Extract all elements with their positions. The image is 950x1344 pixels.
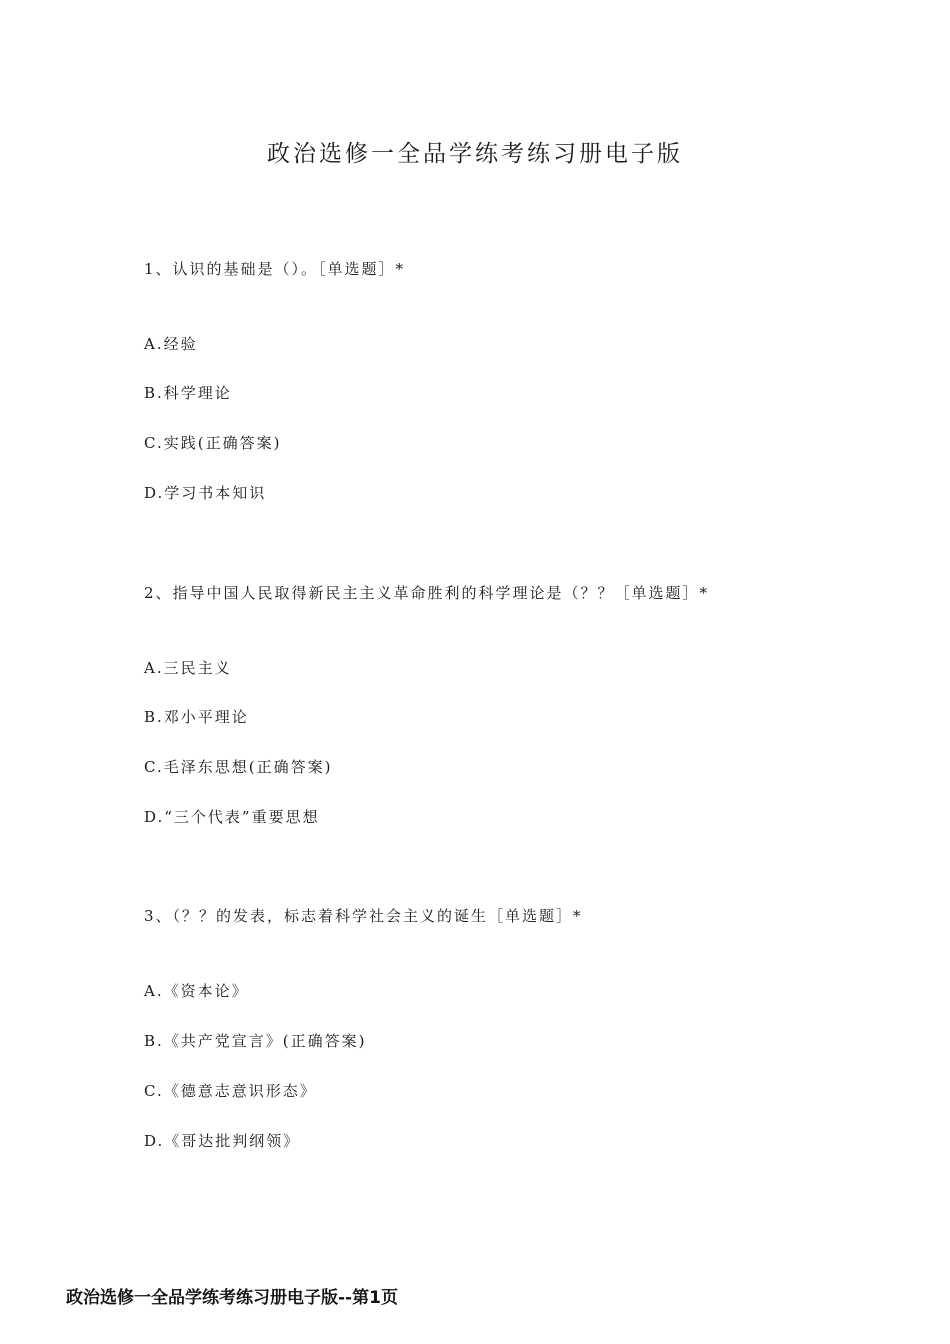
page-footer: 政治选修一全品学练考练习册电子版--第1页 bbox=[66, 1288, 398, 1308]
option-a: A.三民主义 bbox=[144, 659, 232, 677]
option-b: B.《共产党宣言》(正确答案) bbox=[144, 1032, 367, 1050]
question-text: 2、指导中国人民取得新民主主义革命胜利的科学理论是（？？［单选题］* bbox=[144, 584, 710, 602]
option-b: B.邓小平理论 bbox=[144, 708, 249, 726]
question-text: 3、（？？的发表，标志着科学社会主义的诞生［单选题］* bbox=[144, 907, 583, 925]
page-title: 政治选修一全品学练考练习册电子版 bbox=[267, 141, 683, 167]
option-b: B.科学理论 bbox=[144, 384, 232, 402]
option-d: D.“三个代表”重要思想 bbox=[144, 808, 320, 826]
option-c: C.《德意志意识形态》 bbox=[144, 1082, 317, 1100]
option-c: C.实践(正确答案) bbox=[144, 434, 282, 452]
question-text: 1、认识的基础是（）。［单选题］* bbox=[144, 260, 406, 278]
option-d: D.《哥达批判纲领》 bbox=[144, 1132, 301, 1150]
option-a: A.经验 bbox=[144, 335, 198, 353]
option-a: A.《资本论》 bbox=[144, 982, 249, 1000]
option-c: C.毛泽东思想(正确答案) bbox=[144, 758, 333, 776]
option-d: D.学习书本知识 bbox=[144, 484, 267, 502]
